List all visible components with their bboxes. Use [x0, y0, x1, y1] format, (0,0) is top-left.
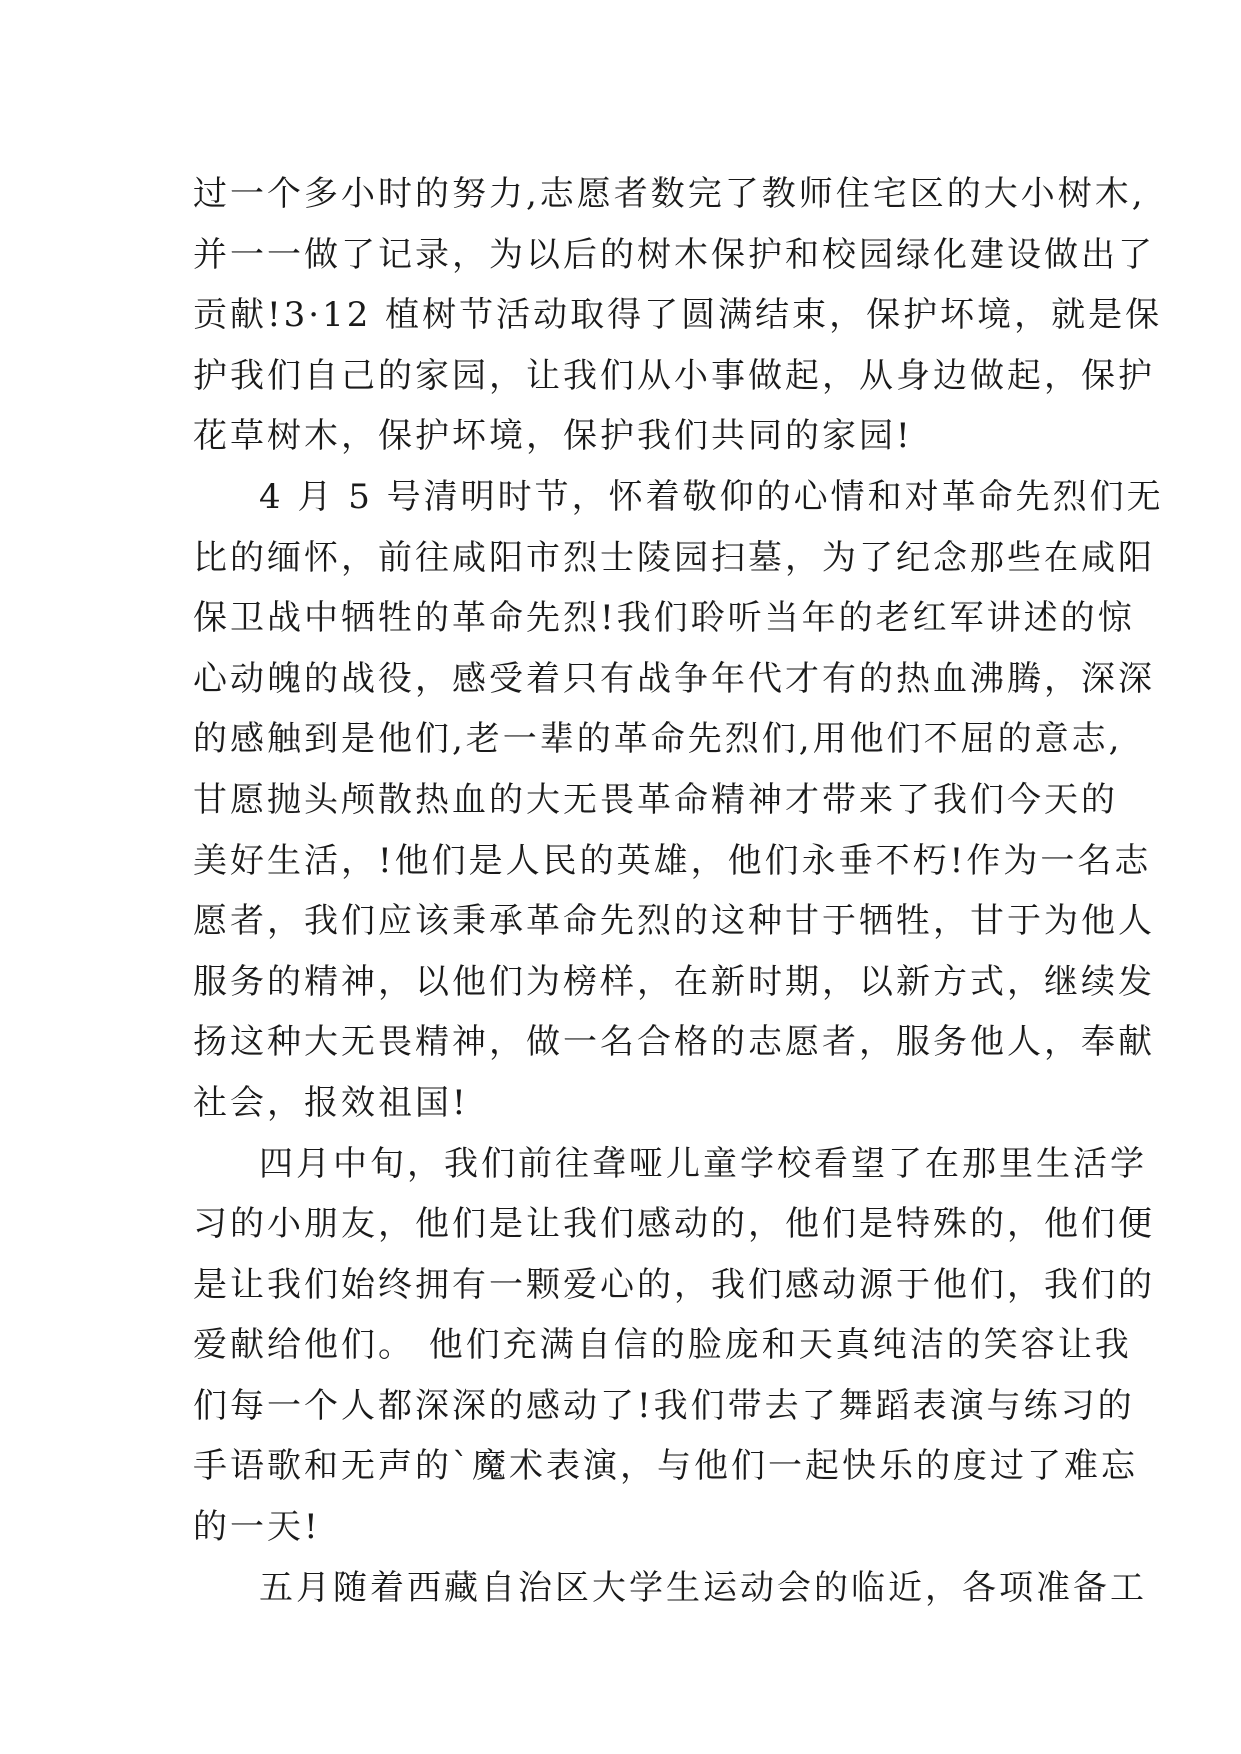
text-line: 心动魄的战役，感受着只有战争年代才有的热血沸腾，深深	[193, 658, 1155, 699]
text-line: 护我们自己的家园，让我们从小事做起，从身边做起，保护	[193, 355, 1155, 396]
text-line: 习的小朋友，他们是让我们感动的，他们是特殊的，他们便	[193, 1204, 1155, 1245]
text-line: 花草树木，保护坏境，保护我们共同的家园!	[193, 416, 913, 457]
text-line: 甘愿抛头颅散热血的大无畏革命精神才带来了我们今天的	[193, 779, 1118, 820]
text-line: 贡献!3·12 植树节活动取得了圆满结束，保护坏境，就是保	[193, 295, 1163, 336]
text-line: 们每一个人都深深的感动了!我们带去了舞蹈表演与练习的	[193, 1385, 1135, 1426]
text-line: 美好生活，!他们是人民的英雄，他们永垂不朽!作为一名志	[193, 840, 1152, 881]
text-line: 的感触到是他们,老一辈的革命先烈们,用他们不屈的意志,	[193, 719, 1123, 760]
paragraph-start-line: 4 月 5 号清明时节，怀着敬仰的心情和对革命先烈们无	[259, 476, 1164, 517]
text-line: 并一一做了记录，为以后的树木保护和校园绿化建设做出了	[193, 234, 1155, 275]
text-line: 扬这种大无畏精神，做一名合格的志愿者，服务他人，奉献	[193, 1022, 1155, 1063]
text-line: 服务的精神，以他们为榜样，在新时期，以新方式，继续发	[193, 961, 1155, 1002]
text-line: 保卫战中牺牲的革命先烈!我们聆听当年的老红军讲述的惊	[193, 598, 1135, 639]
text-line: 爱献给他们。 他们充满自信的脸庞和天真纯洁的笑容让我	[193, 1325, 1132, 1366]
paragraph-start-line: 五月随着西藏自治区大学生运动会的临近，各项准备工	[259, 1567, 1147, 1608]
document-page	[193, 164, 1164, 1618]
text-line: 比的缅怀，前往咸阳市烈士陵园扫墓，为了纪念那些在咸阳	[193, 537, 1155, 578]
text-line: 是让我们始终拥有一颗爱心的，我们感动源于他们，我们的	[193, 1264, 1155, 1305]
text-line: 的一天!	[193, 1507, 321, 1548]
text-line: 愿者，我们应该秉承革命先烈的这种甘于牺牲，甘于为他人	[193, 901, 1155, 942]
text-line: 手语歌和无声的`魔术表演，与他们一起快乐的度过了难忘	[193, 1446, 1138, 1487]
text-line: 过一个多小时的努力,志愿者数完了教师住宅区的大小树木,	[193, 174, 1146, 214]
paragraph-start-line: 四月中旬，我们前往聋哑儿童学校看望了在那里生活学	[259, 1143, 1147, 1184]
text-line: 社会，报效祖国!	[193, 1082, 469, 1123]
